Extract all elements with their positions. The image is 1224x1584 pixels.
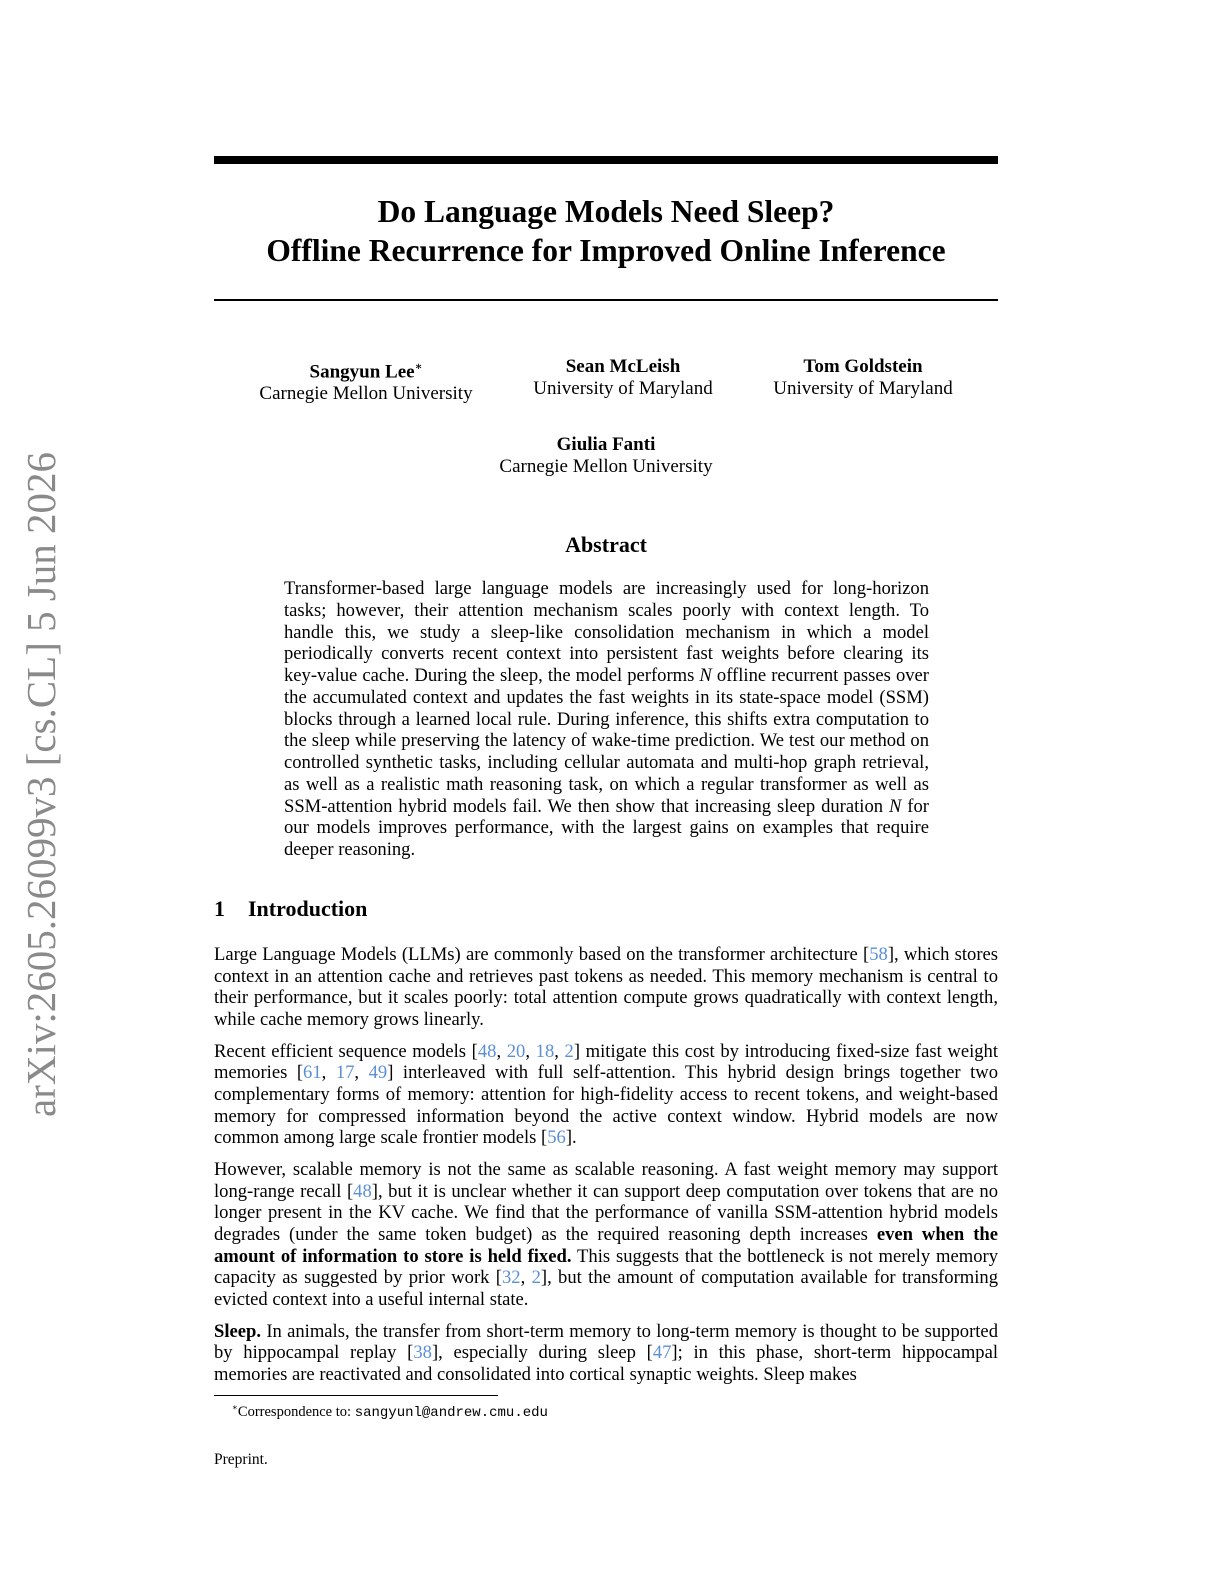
footnote-rule — [214, 1395, 498, 1396]
abstract-body: Transformer-based large language models are increasingly used for long-horizon tasks; however, their attention mechanism scales poorly with context length. To handle this, we study a sleep-like consolidation mechanism in which a model periodically converts recent context into persistent fast weights before clearing its key-value cache. During the sleep, the model performs N offline recurrent passes over the accumulated context and updates the fast weights in its state-space model (SSM) blocks through a learned local rule. During inference, this shifts extra computation to the sleep while preserving the latency of wake-time prediction. We test our method on controlled synthetic tasks, including cellular automata and multi-hop graph retrieval, as well as a realistic math reasoning task, on which a regular transformer as well as SSM-attention hybrid models fail. We then show that increasing sleep duration N for our models improves performance, with the largest gains on examples that require deeper reasoning. — [284, 578, 929, 860]
citation-link[interactable]: 48 — [477, 1040, 497, 1062]
citation-link[interactable]: 58 — [869, 944, 888, 965]
author-block-3 — [713, 356, 1013, 400]
title-top-rule — [214, 156, 998, 164]
citation-link[interactable]: 56 — [547, 1127, 566, 1149]
section-heading — [214, 896, 367, 922]
citation-link[interactable]: 32 — [501, 1267, 521, 1289]
citation-link[interactable]: 47 — [652, 1342, 672, 1364]
citation-link[interactable]: 48 — [353, 1180, 372, 1202]
footnote-mark: ∗ — [232, 1402, 238, 1412]
citation-link[interactable]: 17 — [335, 1062, 355, 1084]
paragraph: Sleep. In animals, the transfer from short-term memory to long-term memory is thought to be supported by hippocampal replay [38], especially during sleep [47]; in this phase, short-term hippocampal memories are reactivated and consolidated into cortical synaptic weights. Sleep makes — [214, 1320, 998, 1385]
author-name: Sangyun Lee — [309, 361, 415, 383]
section-title: Introduction — [248, 896, 368, 921]
paragraph-lead: Sleep. — [214, 1320, 262, 1342]
title-bottom-rule — [214, 299, 998, 301]
title-line-1: Do Language Models Need Sleep? — [377, 194, 835, 229]
math-var: N — [699, 665, 712, 686]
section-number: 1 — [214, 896, 225, 921]
citation-link[interactable]: 18 — [535, 1040, 555, 1062]
citation-link[interactable]: 38 — [413, 1342, 432, 1364]
author-name: Sean McLeish — [565, 356, 681, 377]
footnote-email[interactable]: sangyunl@andrew.cmu.edu — [354, 1404, 548, 1421]
citation-link[interactable]: 49 — [368, 1062, 388, 1084]
author-affiliation: Carnegie Mellon University — [499, 456, 713, 477]
citation-link[interactable]: 20 — [506, 1040, 526, 1062]
citation-link[interactable]: 2 — [564, 1040, 574, 1062]
paragraph: Large Language Models (LLMs) are commonly based on the transformer architecture [58], which stores context in an attention cache and retrieves past tokens as needed. This memory mechanism is central to their performance, but it scales poorly: total attention compute grows quadratically with context length, while cache memory grows linearly. — [214, 944, 999, 1030]
footnote-text: Correspondence to: — [237, 1403, 355, 1420]
abstract-heading: Abstract — [565, 532, 647, 557]
intro-body — [214, 944, 998, 1396]
author-mark: ∗ — [414, 361, 423, 373]
paper-title — [214, 192, 998, 270]
title-line-2: Offline Recurrence for Improved Online Inference — [266, 233, 946, 268]
author-affiliation: University of Maryland — [773, 378, 953, 399]
citation-link[interactable]: 61 — [303, 1062, 322, 1084]
emphasis: even when the amount of information to store is held fixed. — [214, 1223, 999, 1267]
math-var: N — [888, 795, 902, 817]
paragraph: Recent efficient sequence models [48, 20, 18, 2] mitigate this cost by introducing fixed-size fast weight memories [61, 17, 49] interleaved with full self-attention. This hybrid design brings together two complementary forms of memory: attention for high-fidelity access to recent tokens, and weight-based memory for compressed information beyond the active context window. Hybrid models are now common among large scale frontier models [56]. — [214, 1040, 999, 1149]
footnote — [232, 1402, 548, 1421]
author-affiliation: Carnegie Mellon University — [259, 383, 473, 405]
author-affiliation: University of Maryland — [533, 378, 713, 399]
paragraph: However, scalable memory is not the same as scalable reasoning. A fast weight memory may support long-range recall [48], but it is unclear whether it can support deep computation over tokens that are no longer present in the KV cache. We find that the performance of vanilla SSM-attention hybrid models degrades (under the same token budget) as the required reasoning depth increases even when the amount of information to store is held fixed. This suggests that the bottleneck is not merely memory capacity as suggested by prior work [32, 2], but the amount of computation available for transforming evicted context into a useful internal state. — [214, 1159, 999, 1310]
author-block-4 — [456, 434, 756, 478]
arxiv-stamp: arXiv:2605.26099v3 [cs.CL] 5 Jun 2026 — [18, 451, 64, 1117]
preprint-label: Preprint. — [214, 1451, 268, 1468]
author-block-1 — [216, 356, 516, 405]
author-name: Tom Goldstein — [803, 356, 923, 377]
author-name: Giulia Fanti — [556, 434, 656, 455]
citation-link[interactable]: 2 — [531, 1267, 541, 1289]
